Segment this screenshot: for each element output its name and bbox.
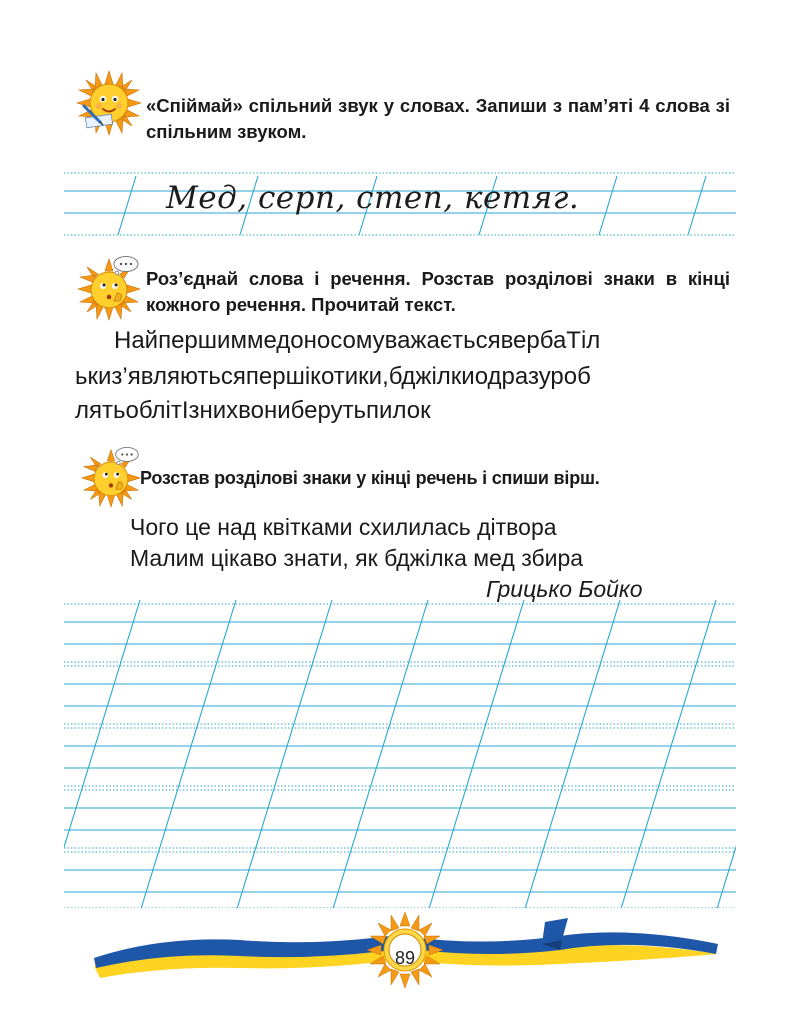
sun-thinking-icon: [76, 255, 142, 321]
task2-text-line-3: лятьоблітІзнихвониберутьпилок: [75, 397, 431, 424]
task2-title: Роз’єднай слова і речення. Розстав розділові знаки в кінці кожного речення. Прочитай текст.: [146, 268, 730, 315]
task1-answer-handwriting: Мед, серп, степ, кетяг.: [166, 180, 580, 216]
poem-author: Грицько Бойко: [486, 576, 643, 602]
poem-line-1: Чого це над квітками схилилась дітвора: [130, 514, 557, 540]
task1-writing-lines[interactable]: [64, 168, 736, 240]
page-number: 89: [394, 948, 416, 968]
poem-line-2: Малим цікаво знати, як бджілка мед збира: [130, 545, 584, 571]
task2-text-line-2: ькиз’являютьсяпершікотики,бджілкиодразуроб: [75, 363, 591, 390]
task2-text-line-1: НайпершиммедоносомуважаєтьсявербаТіл: [114, 327, 601, 354]
sun-thinking-icon: [80, 446, 142, 508]
task3-writing-grid[interactable]: [64, 600, 736, 912]
footer-ribbon: [90, 908, 720, 990]
task1-title: «Спіймай» спільний звук у словах. Запиши з пам’яті 4 слова зі спільним звуком.: [146, 95, 730, 142]
sun-writing-icon: [76, 70, 142, 136]
task3-title: Розстав розділові знаки у кінці речень і спиши вірш.: [140, 468, 600, 488]
